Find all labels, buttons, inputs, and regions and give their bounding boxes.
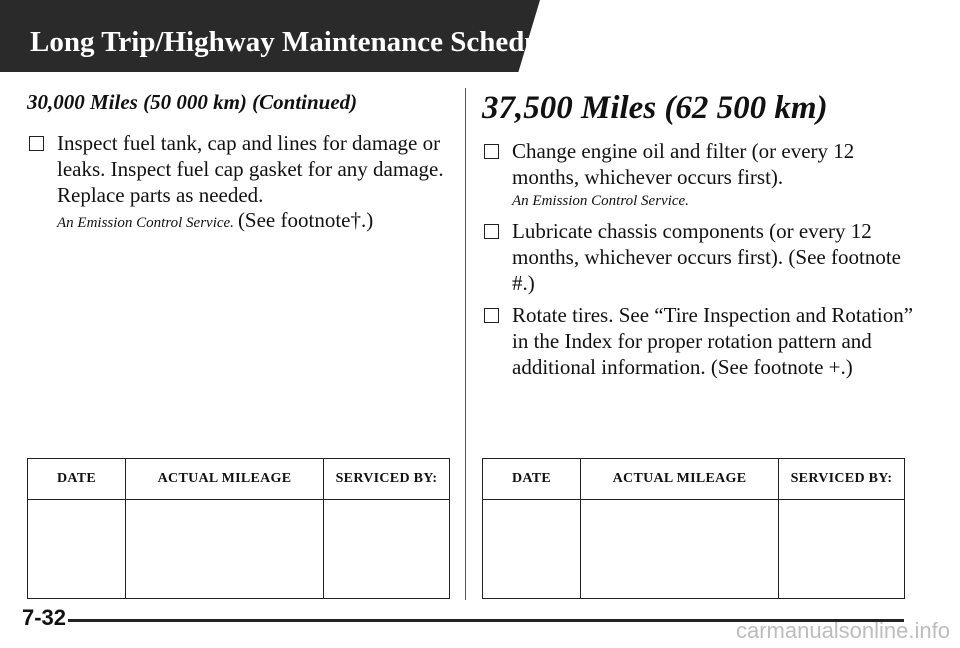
emission-note: An Emission Control Service. [512, 193, 689, 209]
item-text: Change engine oil and filter (or every 12 months, whichever occurs first). [512, 139, 855, 189]
left-column [27, 88, 447, 241]
checklist-item [482, 302, 922, 380]
service-log-table-right [482, 458, 905, 599]
item-text: Inspect fuel tank, cap and lines for damage or leaks. Inspect fuel cap gasket for any damage. Replace parts as needed. [57, 131, 444, 207]
table-row [28, 500, 450, 599]
footnote-ref: (See footnote†.) [237, 208, 374, 232]
mileage-cell [126, 500, 324, 599]
checkbox-icon [29, 136, 44, 151]
table-header-row [483, 459, 905, 500]
mileage-cell [581, 500, 779, 599]
column-header: DATE [483, 459, 581, 500]
checklist-item [482, 138, 922, 212]
serviced-by-cell [324, 500, 450, 599]
checkbox-icon [484, 144, 499, 159]
page-number: 7-32 [22, 605, 67, 630]
item-note [57, 208, 447, 235]
date-cell [483, 500, 581, 599]
checklist-item [27, 130, 447, 235]
item-text: Rotate tires. See “Tire Inspection and Rotation” in the Index for proper rotation pattern and additional information. (See footnote +.) [512, 303, 914, 379]
watermark: carmanualsonline.info [735, 618, 950, 643]
column-divider [465, 88, 466, 600]
checkbox-icon [484, 224, 499, 239]
column-header: SERVICED BY: [324, 459, 450, 500]
table-row [483, 500, 905, 599]
column-header: DATE [28, 459, 126, 500]
right-heading: 37,500 Miles (62 500 km) [482, 90, 828, 126]
column-header: ACTUAL MILEAGE [126, 459, 324, 500]
checkbox-icon [484, 308, 499, 323]
serviced-by-cell [779, 500, 905, 599]
right-column [482, 88, 922, 386]
table-header-row [28, 459, 450, 500]
emission-note: An Emission Control Service. [57, 215, 234, 231]
item-text: Lubricate chassis components (or every 12 months, whichever occurs first). (See footnote #.) [512, 219, 901, 295]
date-cell [28, 500, 126, 599]
left-heading: 30,000 Miles (50 000 km) (Continued) [27, 90, 358, 114]
column-header: SERVICED BY: [779, 459, 905, 500]
section-title: Long Trip/Highway Maintenance Schedule [30, 26, 562, 58]
checklist-item [482, 218, 922, 296]
service-log-table-left [27, 458, 450, 599]
column-header: ACTUAL MILEAGE [581, 459, 779, 500]
